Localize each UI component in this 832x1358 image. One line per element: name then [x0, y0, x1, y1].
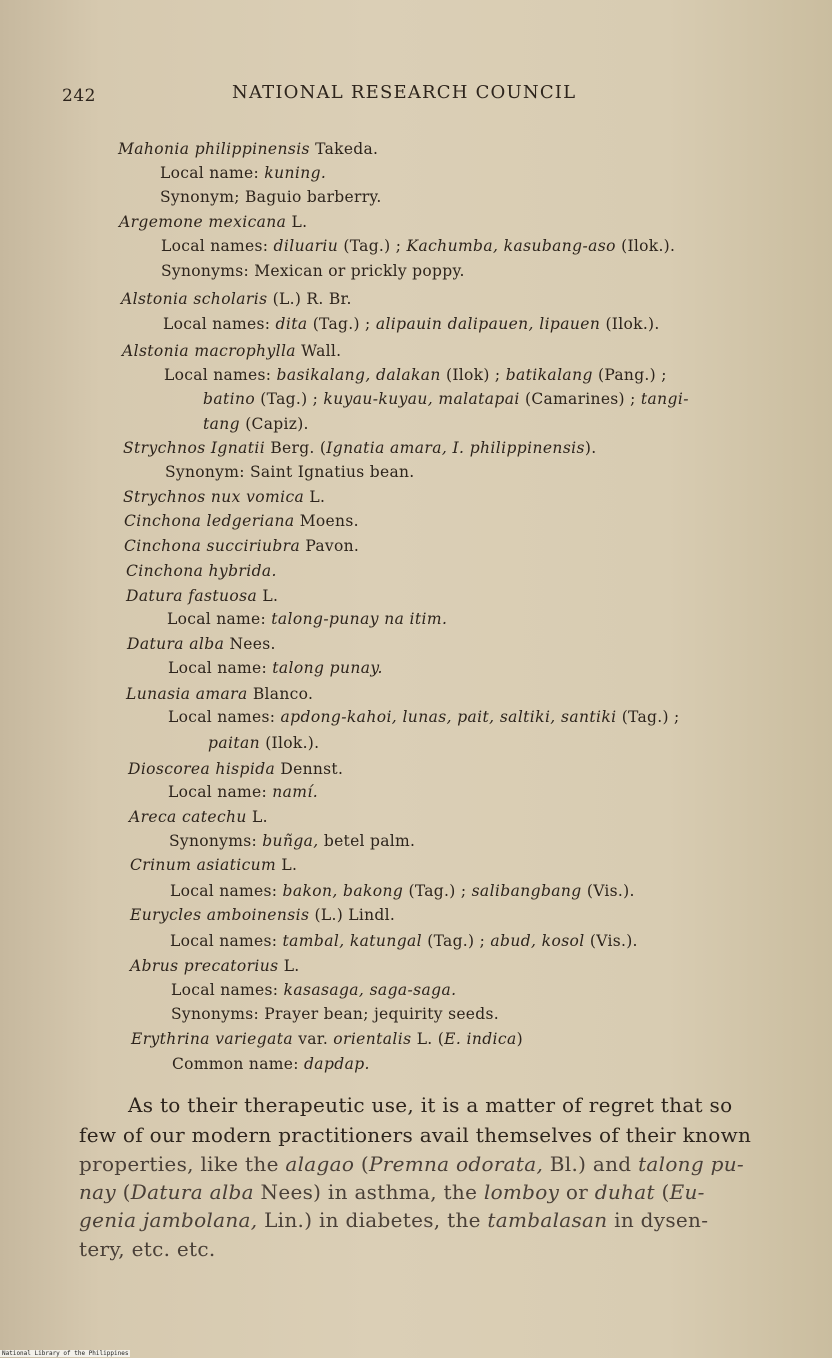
species-entry: Strychnos Ignatii Berg. (Ignatia amara, I. philippinensis).: [123, 439, 597, 457]
species-entry: Mahonia philippinensis Takeda.: [118, 140, 379, 158]
local-name-continuation: paitan (Ilok.).: [208, 734, 320, 752]
species-entry: Datura fastuosa L.: [126, 587, 279, 605]
local-name-line: Local names: dita (Tag.) ; alipauin dalipauen, lipauen (Ilok.).: [163, 315, 660, 333]
species-entry: Cinchona hybrida.: [126, 562, 277, 580]
species-entry: Datura alba Nees.: [127, 635, 276, 653]
page-number: 242: [62, 86, 96, 106]
paragraph-line: properties, like the alagao (Premna odorata, Bl.) and talong pu-: [79, 1152, 744, 1176]
species-entry: Alstonia macrophylla Wall.: [122, 342, 342, 360]
paragraph-line: few of our modern practitioners avail themselves of their known: [79, 1123, 752, 1147]
local-name-line: Local name: talong-punay na itim.: [167, 610, 448, 628]
common-name-line: Common name: dapdap.: [172, 1055, 370, 1073]
species-entry: Cinchona ledgeriana Moens.: [124, 512, 359, 530]
paragraph-line: genia jambolana, Lin.) in diabetes, the tambalasan in dysen-: [79, 1208, 709, 1232]
species-entry: Dioscorea hispida Dennst.: [128, 760, 344, 778]
species-entry: Argemone mexicana L.: [119, 213, 308, 231]
local-name-continuation: batino (Tag.) ; kuyau-kuyau, malatapai (Camarines) ; tangi-: [203, 390, 689, 408]
species-entry: Alstonia scholaris (L.) R. Br.: [121, 290, 352, 308]
running-head: NATIONAL RESEARCH COUNCIL: [232, 82, 577, 103]
local-name-line: Local names: bakon, bakong (Tag.) ; salibangbang (Vis.).: [170, 882, 635, 900]
species-entry: Areca catechu L.: [129, 808, 268, 826]
local-name-continuation: tang (Capiz).: [203, 415, 309, 433]
synonym-line: Synonym: Saint Ignatius bean.: [165, 463, 415, 481]
local-name-line: Local names: apdong-kahoi, lunas, pait, saltiki, santiki (Tag.) ;: [168, 708, 680, 726]
synonym-line: Synonyms: buñga, betel palm.: [169, 832, 416, 850]
paragraph-line: nay (Datura alba Nees) in asthma, the lomboy or duhat (Eu-: [79, 1180, 705, 1204]
species-entry: Cinchona succiriubra Pavon.: [124, 537, 360, 555]
species-entry: Erythrina variegata var. orientalis L. (E. indica): [131, 1030, 523, 1048]
paragraph-line: As to their therapeutic use, it is a matter of regret that so: [128, 1093, 733, 1117]
synonym-line: Synonyms: Mexican or prickly poppy.: [161, 262, 465, 280]
synonym-line: Synonym; Baguio barberry.: [160, 188, 382, 206]
library-credit: National Library of the Philippines: [2, 1350, 129, 1357]
local-name-line: Local names: diluariu (Tag.) ; Kachumba, kasubang-aso (Ilok.).: [161, 237, 676, 255]
local-name-line: Local names: basikalang, dalakan (Ilok) ; batikalang (Pang.) ;: [164, 366, 667, 384]
local-name-line: Local name: namí.: [168, 783, 319, 801]
species-entry: Lunasia amara Blanco.: [126, 685, 314, 703]
species-entry: Strychnos nux vomica L.: [123, 488, 326, 506]
paragraph-line: tery, etc. etc.: [79, 1237, 216, 1261]
local-name-line: Local name: talong punay.: [168, 659, 383, 677]
species-entry: Eurycles amboinensis (L.) Lindl.: [130, 906, 396, 924]
local-name-line: Local names: tambal, katungal (Tag.) ; abud, kosol (Vis.).: [170, 932, 638, 950]
local-name-line: Local names: kasasaga, saga-saga.: [171, 981, 457, 999]
species-entry: Abrus precatorius L.: [130, 957, 300, 975]
synonym-line: Synonyms: Prayer bean; jequirity seeds.: [171, 1005, 499, 1023]
local-name-line: Local name: kuning.: [160, 164, 327, 182]
species-entry: Crinum asiaticum L.: [130, 856, 298, 874]
